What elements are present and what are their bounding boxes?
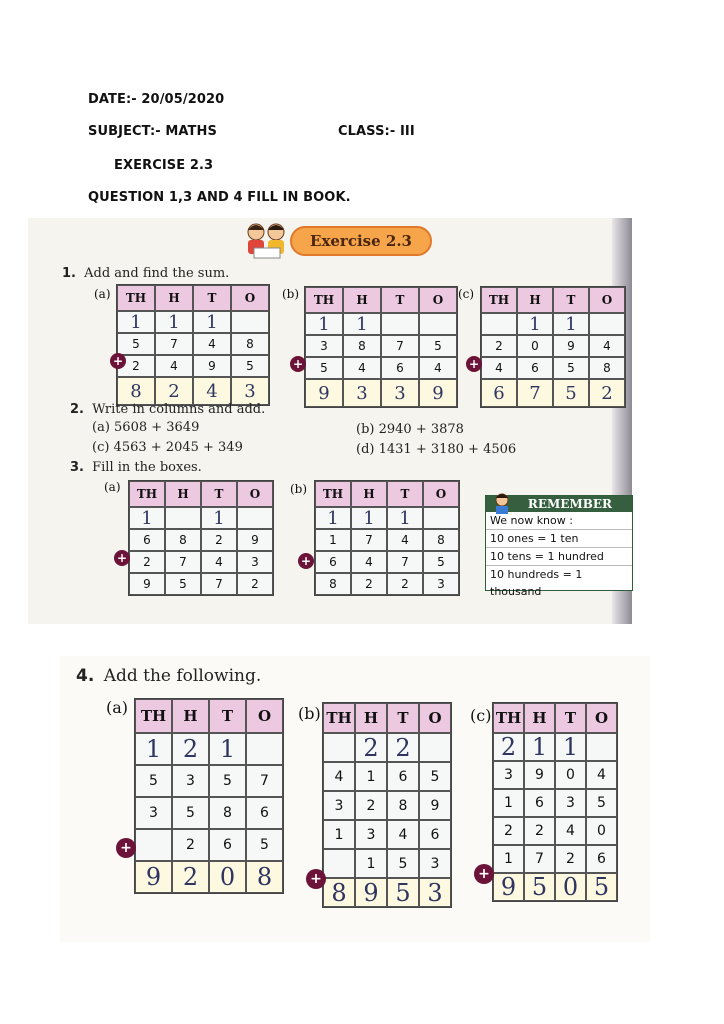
carry-cell: 1 (343, 313, 381, 335)
children-illustration-icon (242, 220, 296, 260)
digit-cell: 2 (493, 817, 524, 845)
digit-cell: 3 (355, 820, 387, 849)
digit-cell: 8 (343, 335, 381, 357)
column-header: TH (305, 287, 343, 313)
digit-cell: 5 (231, 355, 269, 377)
carry-cell (231, 311, 269, 333)
q3-table-a (128, 480, 274, 596)
remember-line: 10 hundreds = 1 thousand (490, 568, 583, 598)
digit-cell: 3 (493, 761, 524, 789)
digit-cell: 4 (387, 820, 419, 849)
digit-cell: 6 (524, 789, 555, 817)
digit-cell: 2 (172, 829, 209, 861)
q4-label-a: (a) (106, 698, 129, 717)
carry-cell: 2 (493, 733, 524, 761)
carry-cell: 2 (172, 733, 209, 765)
answer-cell: 0 (555, 873, 586, 901)
digit-cell: 8 (387, 791, 419, 820)
carry-cell: 1 (129, 507, 165, 529)
plus-badge-icon: + (290, 356, 306, 372)
digit-cell: 7 (387, 551, 423, 573)
digit-cell: 5 (305, 357, 343, 379)
digit-cell: 5 (423, 551, 459, 573)
answer-cell: 3 (231, 377, 269, 405)
q2-part-d: (d) 1431 + 3180 + 4506 (356, 442, 517, 457)
plus-badge-icon: + (466, 356, 482, 372)
digit-cell: 1 (323, 820, 355, 849)
answer-cell: 3 (419, 878, 451, 907)
digit-cell: 6 (419, 820, 451, 849)
digit-cell: 4 (155, 355, 193, 377)
digit-cell: 5 (586, 789, 617, 817)
digit-cell: 3 (237, 551, 273, 573)
remember-line: 10 ones = 1 ten (486, 530, 632, 548)
carry-cell (589, 313, 625, 335)
digit-cell: 3 (172, 765, 209, 797)
q3-label-a: (a) (104, 480, 121, 494)
answer-cell: 2 (172, 861, 209, 893)
carry-cell: 1 (155, 311, 193, 333)
carry-cell: 1 (305, 313, 343, 335)
digit-cell: 7 (246, 765, 283, 797)
digit-cell: 9 (237, 529, 273, 551)
carry-cell (237, 507, 273, 529)
question-1-text: Add and find the sum. (84, 266, 230, 281)
carry-cell: 1 (209, 733, 246, 765)
answer-cell: 2 (155, 377, 193, 405)
column-header: H (343, 287, 381, 313)
column-header: O (419, 287, 457, 313)
digit-cell: 7 (155, 333, 193, 355)
carry-cell: 1 (517, 313, 553, 335)
digit-cell: 6 (381, 357, 419, 379)
carry-cell: 1 (117, 311, 155, 333)
column-header: T (553, 287, 589, 313)
digit-cell: 2 (237, 573, 273, 595)
digit-cell: 7 (351, 529, 387, 551)
digit-cell: 1 (493, 845, 524, 873)
question-4-text: Add the following. (103, 666, 262, 686)
column-header: TH (481, 287, 517, 313)
exercise-banner: Exercise 2.3 (290, 226, 432, 256)
column-header: T (193, 285, 231, 311)
digit-cell: 7 (524, 845, 555, 873)
answer-cell: 9 (493, 873, 524, 901)
answer-cell: 7 (517, 379, 553, 407)
answer-cell: 5 (553, 379, 589, 407)
question-4-number: 4. (76, 666, 95, 686)
digit-cell: 5 (209, 765, 246, 797)
column-header: H (155, 285, 193, 311)
digit-cell: 3 (423, 573, 459, 595)
digit-cell: 2 (351, 573, 387, 595)
answer-cell: 3 (343, 379, 381, 407)
date-line: DATE:- 20/05/2020 (88, 92, 225, 107)
answer-cell: 9 (305, 379, 343, 407)
column-header: O (246, 699, 283, 733)
digit-cell: 6 (129, 529, 165, 551)
carry-cell (419, 733, 451, 762)
answer-cell: 9 (419, 379, 457, 407)
carry-cell (586, 733, 617, 761)
digit-cell: 8 (209, 797, 246, 829)
answer-cell: 5 (387, 878, 419, 907)
carry-cell (423, 507, 459, 529)
answer-cell: 8 (117, 377, 155, 405)
digit-cell: 4 (589, 335, 625, 357)
question-2-number: 2. (70, 402, 84, 417)
carry-cell: 1 (553, 313, 589, 335)
digit-cell: 4 (323, 762, 355, 791)
answer-cell: 6 (481, 379, 517, 407)
digit-cell: 5 (387, 849, 419, 878)
carry-cell: 1 (315, 507, 351, 529)
q2-part-c: (c) 4563 + 2045 + 349 (92, 440, 243, 455)
carry-cell: 1 (555, 733, 586, 761)
answer-cell: 9 (355, 878, 387, 907)
class-line: CLASS:- III (338, 124, 415, 139)
digit-cell: 8 (165, 529, 201, 551)
q1-label-c: (c) (458, 287, 475, 301)
remember-title: REMEMBER (486, 496, 632, 512)
q4-label-c: (c) (470, 706, 492, 725)
plus-badge-icon: + (116, 838, 136, 858)
q1-label-b: (b) (282, 287, 300, 301)
column-header: O (589, 287, 625, 313)
digit-cell: 3 (419, 849, 451, 878)
digit-cell: 4 (201, 551, 237, 573)
question-1 (62, 266, 229, 281)
instruction-line: QUESTION 1,3 AND 4 FILL IN BOOK. (88, 190, 351, 205)
digit-cell: 9 (129, 573, 165, 595)
digit-cell: 4 (419, 357, 457, 379)
column-header: TH (129, 481, 165, 507)
digit-cell: 5 (165, 573, 201, 595)
digit-cell: 5 (419, 762, 451, 791)
digit-cell: 8 (589, 357, 625, 379)
digit-cell: 7 (165, 551, 201, 573)
carry-cell (165, 507, 201, 529)
carry-cell: 2 (387, 733, 419, 762)
digit-cell: 7 (201, 573, 237, 595)
column-header: TH (135, 699, 172, 733)
q2-part-a: (a) 5608 + 3649 (92, 420, 200, 435)
answer-cell: 9 (135, 861, 172, 893)
column-header: TH (315, 481, 351, 507)
digit-cell: 2 (129, 551, 165, 573)
digit-cell: 5 (135, 765, 172, 797)
question-2 (70, 402, 265, 417)
digit-cell: 2 (201, 529, 237, 551)
digit-cell: 0 (586, 817, 617, 845)
column-header: H (172, 699, 209, 733)
q4-table-c (492, 702, 618, 902)
q3-label-b: (b) (290, 482, 308, 496)
digit-cell: 2 (117, 355, 155, 377)
column-header: T (381, 287, 419, 313)
digit-cell (135, 829, 172, 861)
question-3 (70, 460, 202, 475)
answer-cell: 0 (209, 861, 246, 893)
carry-cell: 1 (201, 507, 237, 529)
q4-table-b (322, 702, 452, 908)
column-header: TH (323, 703, 355, 733)
digit-cell: 0 (517, 335, 553, 357)
digit-cell: 0 (555, 761, 586, 789)
q1-table-c (480, 286, 626, 408)
digit-cell: 4 (193, 333, 231, 355)
digit-cell: 6 (246, 797, 283, 829)
column-header: H (524, 703, 555, 733)
digit-cell: 9 (524, 761, 555, 789)
column-header: T (555, 703, 586, 733)
q3-table-b (314, 480, 460, 596)
column-header: O (419, 703, 451, 733)
plus-badge-icon: + (298, 553, 314, 569)
digit-cell: 3 (323, 791, 355, 820)
digit-cell: 3 (555, 789, 586, 817)
answer-cell: 3 (381, 379, 419, 407)
plus-badge-icon: + (114, 550, 130, 566)
digit-cell: 8 (231, 333, 269, 355)
q2-part-b: (b) 2940 + 3878 (356, 422, 464, 437)
carry-cell: 1 (387, 507, 423, 529)
carry-cell: 1 (524, 733, 555, 761)
column-header: T (387, 703, 419, 733)
plus-badge-icon: + (110, 353, 126, 369)
digit-cell: 6 (315, 551, 351, 573)
answer-cell: 8 (246, 861, 283, 893)
carry-cell: 1 (351, 507, 387, 529)
column-header: O (586, 703, 617, 733)
digit-cell: 1 (355, 849, 387, 878)
q4-table-a (134, 698, 284, 894)
carry-cell: 2 (355, 733, 387, 762)
plus-badge-icon: + (474, 864, 494, 884)
carry-cell (246, 733, 283, 765)
column-header: O (237, 481, 273, 507)
digit-cell: 4 (387, 529, 423, 551)
plus-badge-icon: + (306, 869, 326, 889)
digit-cell: 2 (555, 845, 586, 873)
digit-cell: 5 (117, 333, 155, 355)
column-header: T (209, 699, 246, 733)
column-header: TH (493, 703, 524, 733)
digit-cell: 3 (305, 335, 343, 357)
digit-cell: 1 (315, 529, 351, 551)
column-header: O (231, 285, 269, 311)
carry-cell (381, 313, 419, 335)
boy-illustration-icon (490, 492, 514, 514)
question-4 (76, 666, 261, 686)
carry-cell: 1 (193, 311, 231, 333)
digit-cell: 4 (586, 761, 617, 789)
carry-cell (481, 313, 517, 335)
digit-cell: 8 (423, 529, 459, 551)
column-header: H (355, 703, 387, 733)
digit-cell: 6 (517, 357, 553, 379)
column-header: T (201, 481, 237, 507)
digit-cell: 6 (387, 762, 419, 791)
answer-cell: 2 (589, 379, 625, 407)
digit-cell: 9 (419, 791, 451, 820)
answer-cell: 8 (323, 878, 355, 907)
q4-label-b: (b) (298, 704, 321, 723)
q1-table-b (304, 286, 458, 408)
digit-cell: 6 (586, 845, 617, 873)
question-3-text: Fill in the boxes. (92, 460, 202, 475)
question-2-text: Write in columns and add. (92, 402, 266, 417)
exercise-line: EXERCISE 2.3 (114, 158, 214, 173)
digit-cell: 1 (355, 762, 387, 791)
digit-cell: 2 (387, 573, 423, 595)
question-1-number: 1. (62, 266, 76, 281)
answer-cell: 5 (524, 873, 555, 901)
carry-cell: 1 (135, 733, 172, 765)
digit-cell: 3 (135, 797, 172, 829)
digit-cell: 2 (355, 791, 387, 820)
digit-cell: 4 (351, 551, 387, 573)
digit-cell: 4 (481, 357, 517, 379)
column-header: H (517, 287, 553, 313)
carry-cell (323, 733, 355, 762)
digit-cell: 4 (343, 357, 381, 379)
digit-cell: 5 (553, 357, 589, 379)
digit-cell: 1 (493, 789, 524, 817)
digit-cell: 6 (209, 829, 246, 861)
carry-cell (419, 313, 457, 335)
digit-cell: 7 (381, 335, 419, 357)
subject-line: SUBJECT:- MATHS (88, 124, 217, 139)
remember-line: 10 tens = 1 hundred (486, 548, 632, 566)
digit-cell: 2 (524, 817, 555, 845)
digit-cell (323, 849, 355, 878)
digit-cell: 5 (419, 335, 457, 357)
column-header: H (165, 481, 201, 507)
digit-cell: 4 (555, 817, 586, 845)
column-header: H (351, 481, 387, 507)
question-3-number: 3. (70, 460, 84, 475)
digit-cell: 8 (315, 573, 351, 595)
digit-cell: 9 (193, 355, 231, 377)
column-header: TH (117, 285, 155, 311)
column-header: O (423, 481, 459, 507)
answer-cell: 4 (193, 377, 231, 405)
digit-cell: 2 (481, 335, 517, 357)
digit-cell: 5 (172, 797, 209, 829)
digit-cell: 9 (553, 335, 589, 357)
digit-cell: 5 (246, 829, 283, 861)
q1-table-a (116, 284, 270, 406)
remember-line: We now know : (486, 512, 632, 530)
answer-cell: 5 (586, 873, 617, 901)
column-header: T (387, 481, 423, 507)
q1-label-a: (a) (94, 287, 111, 301)
